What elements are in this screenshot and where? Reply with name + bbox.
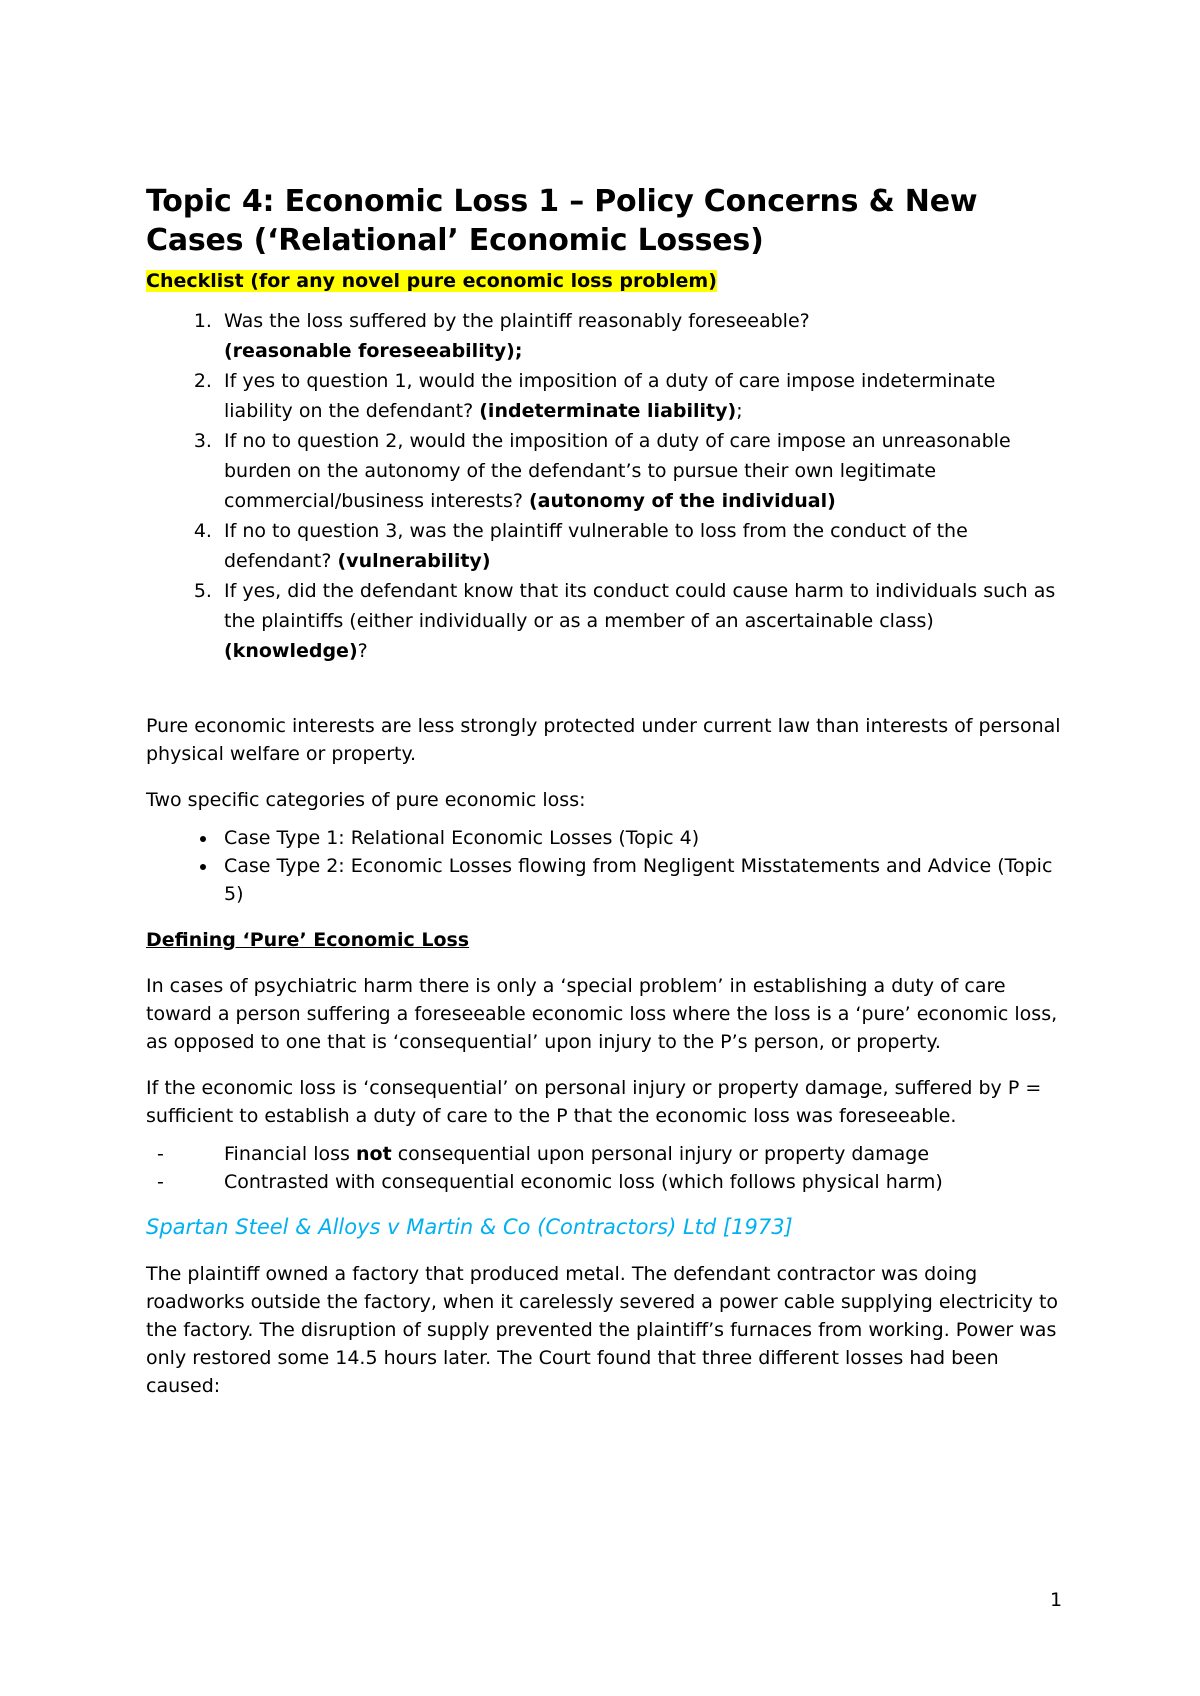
category-item-2: • Case Type 2: Economic Losses flowing from Negligent Misstatements and Advice (Topic 5) bbox=[218, 852, 1066, 908]
case-title: Spartan Steel & Alloys v Martin & Co (Contractors) Ltd [1973] bbox=[146, 1215, 793, 1239]
defining-paragraph-1: In cases of psychiatric harm there is only a ‘special problem’ in establishing a duty of care toward a person suffering a foreseeable economic loss where the loss is a ‘pure’ economic loss, as opposed to one that is ‘consequential’ upon injury to the P’s person, or property. bbox=[146, 975, 1058, 1053]
defining-paragraph-2: If the economic loss is ‘consequential’ on personal injury or property damage, suffered by P = sufficient to establish a duty of care to the P that the economic loss was foreseeable. bbox=[146, 1077, 1042, 1127]
dash-item-1: - Financial loss not consequential upon personal injury or property damage bbox=[218, 1140, 1066, 1168]
checklist-item-5: 5. If yes, did the defendant know that its conduct could cause harm to individuals such as the plaintiffs (either individually or as a member of an ascertainable class) (knowledge)? bbox=[218, 576, 1066, 666]
checklist-item-3: 3. If no to question 2, would the imposition of a duty of care impose an unreasonable burden on the autonomy of the defendant’s to pursue their own legitimate commercial/business interests? (autonomy of the individual) bbox=[218, 426, 1066, 516]
checklist-item-1: 1. Was the loss suffered by the plaintiff reasonably foreseeable? (reasonable foreseeability); bbox=[218, 306, 1066, 366]
checklist-heading-text: Checklist (for any novel pure economic loss problem) bbox=[146, 270, 717, 292]
category-item-1: • Case Type 1: Relational Economic Losses (Topic 4) bbox=[218, 824, 1066, 852]
defining-heading: Defining ‘Pure’ Economic Loss bbox=[146, 929, 470, 951]
dash-list bbox=[146, 1140, 1066, 1196]
intro-paragraph: Pure economic interests are less strongly protected under current law than interests of personal physical welfare or property. bbox=[146, 715, 1061, 765]
checklist-item-4: 4. If no to question 3, was the plaintiff vulnerable to loss from the conduct of the defendant? (vulnerability) bbox=[218, 516, 1066, 576]
document-title: Topic 4: Economic Loss 1 – Policy Concerns & New Cases (‘Relational’ Economic Losses) bbox=[146, 184, 978, 258]
categories-intro: Two specific categories of pure economic loss: bbox=[146, 789, 586, 811]
case-paragraph: The plaintiff owned a factory that produced metal. The defendant contractor was doing roadworks outside the factory, when it carelessly severed a power cable supplying electricity to the factory. The disruption of supply prevented the plaintiff’s furnaces from working. Power was only restored some 14.5 hours later. The Court found that three different losses had been caused: bbox=[146, 1263, 1059, 1397]
checklist-item-2: 2. If yes to question 1, would the imposition of a duty of care impose indeterminate liability on the defendant? (indeterminate liability); bbox=[218, 366, 1066, 426]
page-number: 1 bbox=[1050, 1589, 1063, 1611]
document-page bbox=[146, 182, 1066, 1400]
categories-list bbox=[146, 824, 1066, 908]
checklist-heading bbox=[146, 268, 1066, 294]
checklist bbox=[146, 306, 1066, 666]
dash-item-2: - Contrasted with consequential economic loss (which follows physical harm) bbox=[218, 1168, 1066, 1196]
